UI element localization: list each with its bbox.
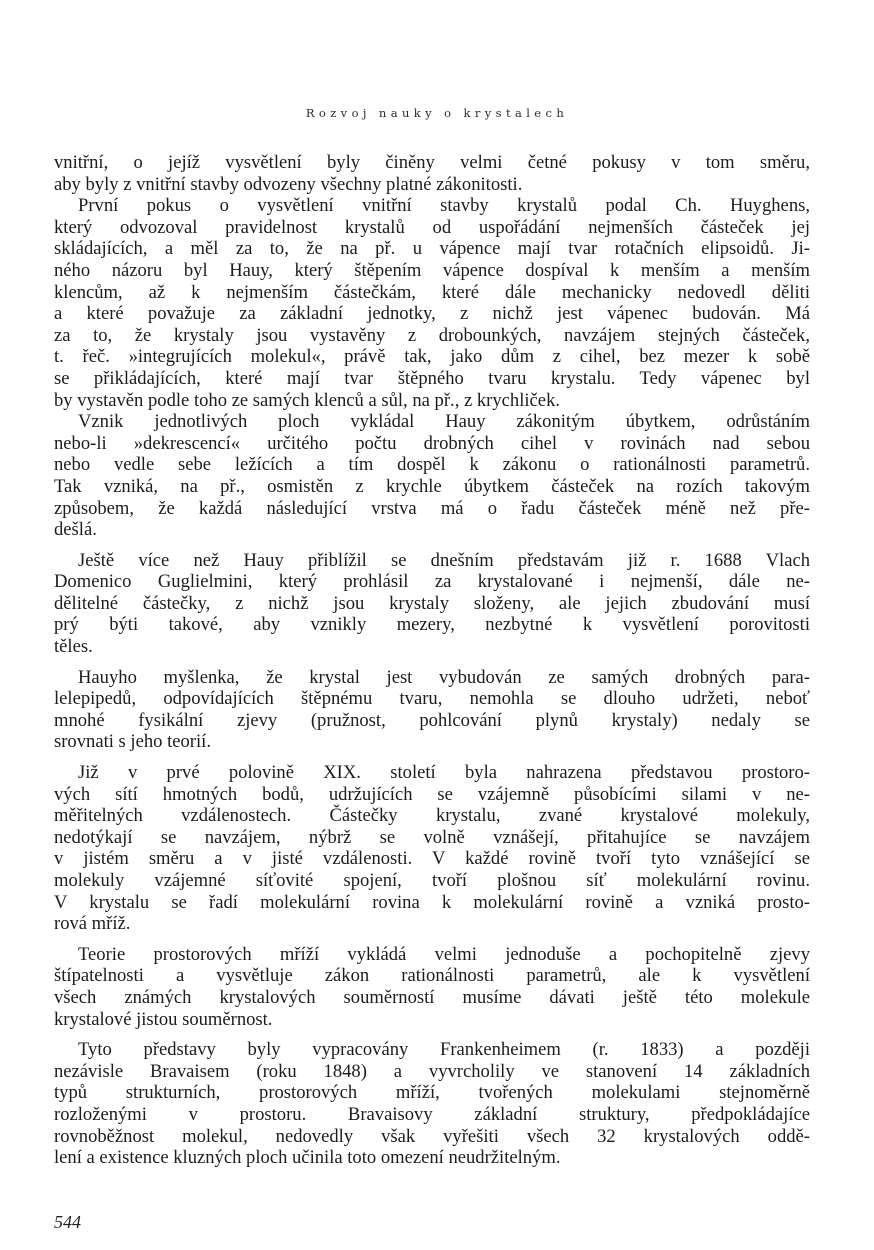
paragraph bbox=[54, 152, 810, 195]
text-line: rozloženými v prostoru. Bravaisovy základní struktury, předpokládajíce bbox=[54, 1103, 810, 1125]
text-line: nebo vedle sebe ležících a tím dospěl k zákonu o rationálnosti parametrů. bbox=[54, 454, 810, 476]
text-line: rová mříž. bbox=[54, 913, 131, 935]
text-line: prý býti takové, aby vznikly mezery, nezbytné k vysvětlení porovitosti bbox=[54, 614, 810, 636]
text-line: všech známých krystalových souměrností musíme dávati ještě této molekule bbox=[54, 986, 810, 1008]
text-line: v jistém směru a v jisté vzdálenosti. V každé rovině tvoří tyto vznášející se bbox=[54, 848, 810, 870]
paragraph bbox=[54, 667, 810, 753]
text-line: štípatelnosti a vysvětluje zákon rationálnosti parametrů, ale k vysvětlení bbox=[54, 965, 810, 987]
text-line: lení a existence kluzných ploch učinila toto omezení neudržitelným. bbox=[54, 1147, 561, 1169]
text-line: Tyto představy byly vypracovány Frankenheimem (r. 1833) a později bbox=[78, 1039, 810, 1061]
text-line: Vznik jednotlivých ploch vykládal Hauy zákonitým úbytkem, odrůstáním bbox=[78, 411, 810, 433]
text-line: aby byly z vnitřní stavby odvozeny všechny platné zákonitosti. bbox=[54, 173, 523, 195]
text-line: způsobem, že každá následující vrstva má o řadu částeček méně než pře- bbox=[54, 497, 810, 519]
paragraph bbox=[54, 944, 810, 1030]
text-line: za to, že krystaly jsou vystavěny z drobounkých, navzájem stejných částeček, bbox=[54, 324, 810, 346]
text-line: Hauyho myšlenka, že krystal jest vybudován ze samých drobných para- bbox=[78, 666, 810, 688]
text-line: Tak vzniká, na př., osmistěn z krychle úbytkem částeček na rozích takovým bbox=[54, 475, 810, 497]
text-line: První pokus o vysvětlení vnitřní stavby krystalů podal Ch. Huyghens, bbox=[78, 195, 810, 217]
body-text bbox=[54, 152, 810, 1169]
text-line: molekuly vzájemné síťovité spojení, tvoří plošnou síť molekulární rovinu. bbox=[54, 870, 810, 891]
text-line: V krystalu se řadí molekulární rovina k molekulární rovině a vzniká prosto- bbox=[54, 891, 810, 913]
text-line: srovnati s jeho teorií. bbox=[54, 731, 211, 753]
text-line: nezávisle Bravaisem (roku 1848) a vyvrcholily ve stanovení 14 základních bbox=[54, 1060, 810, 1082]
paragraph bbox=[54, 411, 810, 541]
text-line: který odvozoval pravidelnost krystalů od uspořádání nejmenších částeček jej bbox=[54, 216, 810, 238]
running-head: Rozvoj nauky o krystalech bbox=[305, 106, 569, 120]
text-line: Domenico Guglielmini, který prohlásil za krystalované i nejmenší, dále ne- bbox=[54, 571, 810, 593]
text-line: typů strukturních, prostorových mříží, tvořených molekulami stejnoměrně bbox=[54, 1082, 810, 1104]
paragraph bbox=[54, 550, 810, 658]
text-line: Již v prvé polovině XIX. století byla nahrazena představou prostoro- bbox=[78, 762, 810, 784]
page-number: 544 bbox=[54, 1212, 81, 1232]
text-line: lelepipedů, odpovídajících štěpnému tvaru, nemohla se dlouho udržeti, neboť bbox=[54, 688, 810, 710]
text-line: a které považuje za základní jednotky, z nichž jest vápenec budován. Má bbox=[54, 303, 810, 325]
text-line: mnohé fysikální zjevy (pružnost, pohlcování plynů krystaly) nedaly se bbox=[54, 709, 810, 731]
text-line: rovnoběžnost molekul, nedovedly však vyřešiti všech 32 krystalových oddě- bbox=[54, 1125, 810, 1147]
text-line: Ještě více než Hauy přiblížil se dnešním představám již r. 1688 Vlach bbox=[78, 549, 810, 571]
paragraph bbox=[54, 195, 810, 411]
paragraph bbox=[54, 762, 810, 935]
text-line: skládajících, a měl za to, že na př. u vápence mají tvar rotačních elipsoidů. Ji- bbox=[54, 238, 810, 260]
text-line: klencům, až k nejmenším částečkám, které dále mechanicky nedovedl děliti bbox=[54, 281, 810, 303]
text-line: dešlá. bbox=[54, 519, 97, 541]
text-line: nebo-li »dekrescencí« určitého počtu drobných cihel v rovinách nad sebou bbox=[54, 432, 810, 454]
text-line: dělitelné částečky, z nichž jsou krystaly složeny, ale jejich zbudování musí bbox=[54, 592, 810, 614]
text-line: nedotýkají se navzájem, nýbrž se volně vznášejí, přitahujíce se navzájem bbox=[54, 826, 810, 848]
text-line: měřitelných vzdálenostech. Částečky krystalu, zvané krystalové molekuly, bbox=[54, 805, 810, 827]
text-line: by vystavěn podle toho ze samých klenců a sůl, na př., z krychliček. bbox=[54, 389, 561, 411]
text-line: se přikládajících, které mají tvar štěpného tvaru krystalu. Tedy vápenec byl bbox=[54, 367, 810, 389]
text-line: ného názoru byl Hauy, který štěpením vápence dospíval k menším a menším bbox=[54, 259, 810, 281]
text-line: Teorie prostorových mříží vykládá velmi jednoduše a pochopitelně zjevy bbox=[78, 943, 810, 965]
text-line: krystalové jistou souměrnost. bbox=[54, 1008, 273, 1030]
text-line: těles. bbox=[54, 636, 93, 658]
text-line: vnitřní, o jejíž vysvětlení byly činěny velmi četné pokusy v tom směru, bbox=[54, 152, 810, 173]
text-line: vých sítí hmotných bodů, udržujících se vzájemně působícími silami v ne- bbox=[54, 783, 810, 805]
text-line: t. řeč. »integrujících molekul«, právě tak, jako dům z cihel, bez mezer k sobě bbox=[54, 346, 810, 368]
paragraph bbox=[54, 1039, 810, 1169]
